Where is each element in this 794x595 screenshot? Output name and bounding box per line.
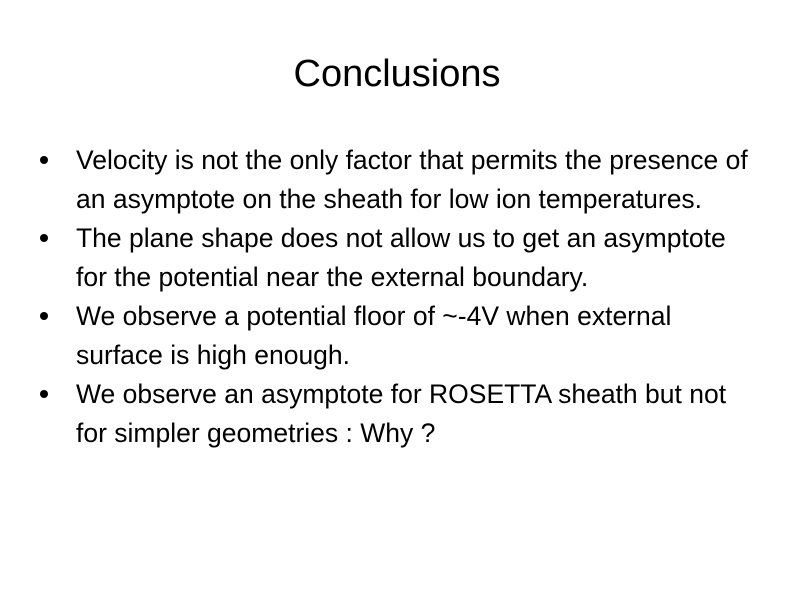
bullet-item <box>40 297 760 375</box>
bullet-item <box>40 375 760 453</box>
bullet-list <box>40 141 760 453</box>
bullet-item <box>40 141 760 219</box>
bullet-dot-icon <box>40 312 48 320</box>
bullet-text: We observe a potential floor of ~-4V when external surface is high enough. <box>76 301 672 370</box>
bullet-text: We observe an asymptote for ROSETTA sheath but not for simpler geometries : Why ? <box>76 379 727 448</box>
bullet-dot-icon <box>40 156 48 164</box>
bullet-item <box>40 219 760 297</box>
slide-title: Conclusions <box>293 53 501 95</box>
bullet-text: The plane shape does not allow us to get an asymptote for the potential near the external boundary. <box>76 223 726 292</box>
bullet-dot-icon <box>40 390 48 398</box>
bullet-dot-icon <box>40 234 48 242</box>
bullet-text: Velocity is not the only factor that permits the presence of an asymptote on the sheath for low ion temperatures. <box>76 145 748 214</box>
